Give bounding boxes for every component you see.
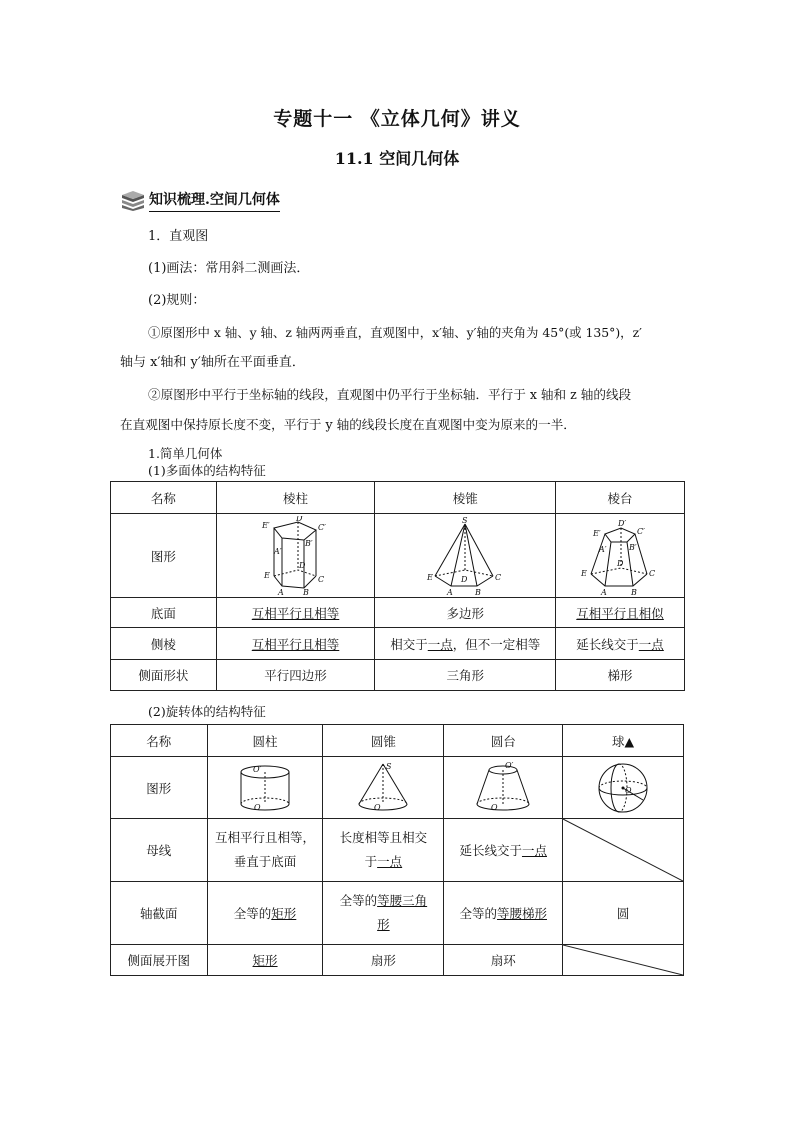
row-label: 侧面展开图 (111, 945, 208, 976)
cell-value: 全等的等腰三角 形 (323, 882, 444, 945)
pyramid-figure (375, 514, 556, 598)
pyramid-diagram (415, 516, 515, 596)
cell-value: 平行四边形 (216, 660, 375, 691)
label-b-prime: B′ (304, 538, 313, 548)
label-e-prime: E′ (261, 520, 270, 530)
cell-value: 三角形 (375, 660, 556, 691)
intro-p3: (2)规则： (148, 293, 206, 308)
intro-p4a: ①原图形中 x 轴、y 轴、z 轴两两垂直，直观图中，x′轴、y′轴的夹角为 45°(或 135°)，z′ (148, 325, 642, 340)
cell-value: 延长线交于一点 (556, 628, 685, 660)
label-a: A (601, 587, 607, 596)
prism-figure (216, 514, 375, 598)
header-cell: 圆柱 (207, 725, 323, 757)
label-d-prime: D′ (618, 518, 627, 528)
table-row (111, 628, 685, 660)
label-e: E (263, 570, 270, 580)
prism-diagram (246, 516, 346, 596)
label-b: B (475, 587, 482, 596)
label-e: E (581, 568, 587, 578)
cell-value: 多边形 (375, 598, 556, 628)
polyhedra-heading: (1)多面体的结构特征 (148, 463, 266, 478)
cone-figure (323, 757, 444, 819)
label-b: B (302, 587, 309, 596)
label-o-prime: O′ (253, 764, 262, 774)
table-row (111, 660, 685, 691)
cell-value: 互相平行且相等 (251, 636, 340, 652)
header-cell: 圆台 (444, 725, 563, 757)
rotation-solids-table (110, 724, 684, 976)
cell-value: 互相平行且相等， 垂直于底面 (207, 819, 323, 882)
intro-p4b: 轴与 x′轴和 y′轴所在平面垂直． (120, 355, 305, 370)
header-cell: 棱柱 (216, 482, 375, 514)
sphere-figure (563, 757, 684, 819)
label-b: B (631, 587, 637, 596)
row-label: 母线 (111, 819, 208, 882)
header-cell: 球▲ (563, 725, 684, 757)
cell-value: 扇环 (444, 945, 563, 976)
header-cell: 棱锥 (375, 482, 556, 514)
frustum-diagram (575, 516, 665, 596)
truncated-cone-diagram (463, 760, 543, 816)
truncated-cone-figure (444, 757, 563, 819)
table-row (111, 882, 684, 945)
cell-value: 矩形 (252, 953, 278, 968)
intro-p2: (1)画法：常用斜二测画法． (148, 261, 310, 276)
table-row (111, 598, 685, 628)
label-o: O (625, 785, 632, 795)
cell-value: 长度相等且相交 于一点 (323, 819, 444, 882)
label-d: D (461, 574, 468, 584)
cylinder-figure (207, 757, 323, 819)
cell-value: 扇形 (323, 945, 444, 976)
header-cell: 名称 (111, 725, 208, 757)
diagonal-line (563, 819, 683, 881)
frustum-figure (556, 514, 685, 598)
row-label: 底面 (111, 598, 217, 628)
label-a-prime: A′ (599, 544, 607, 554)
label-d-prime: D′ (295, 515, 304, 523)
label-c-prime: C′ (637, 526, 645, 536)
label-d: D (298, 560, 305, 570)
table-row (111, 819, 684, 882)
empty-diagonal-cell (563, 945, 684, 976)
table-row (111, 945, 684, 976)
label-c: C (495, 572, 502, 582)
row-label: 轴截面 (111, 882, 208, 945)
cell-value: 互相平行且相似 (576, 605, 664, 621)
empty-diagonal-cell (563, 819, 684, 882)
label-o-prime: O′ (505, 760, 514, 770)
header-cell: 棱台 (556, 482, 685, 514)
cell-value: 互相平行且相等 (251, 605, 340, 621)
page-title: 专题十一 《立体几何》讲义 (273, 108, 521, 130)
label-e-prime: E′ (593, 528, 601, 538)
row-label: 侧棱 (111, 628, 217, 660)
label-c: C (317, 574, 324, 584)
label-o: O (491, 802, 498, 812)
intro-p5a: ②原图形中平行于坐标轴的线段，直观图中仍平行于坐标轴．平行于 x 轴和 z 轴的线段 (148, 387, 632, 402)
table-row (111, 482, 685, 514)
section-heading (120, 188, 280, 212)
label-o: O (374, 802, 381, 812)
intro-p5b: 在直观图中保持原长度不变，平行于 y 轴的线段长度在直观图中变为原来的一半． (120, 417, 576, 432)
row-label: 侧面形状 (111, 660, 217, 691)
label-c: C (649, 568, 656, 578)
header-cell: 名称 (111, 482, 217, 514)
row-label: 图形 (111, 514, 217, 598)
rotation-solids-heading: (2)旋转体的结构特征 (148, 704, 266, 719)
label-o: O (254, 802, 261, 812)
label-c-prime: C′ (317, 522, 326, 532)
cone-diagram (343, 760, 423, 816)
section-heading-label: 知识梳理.空间几何体 (149, 189, 280, 212)
label-s: S (462, 515, 468, 525)
table-row (111, 725, 684, 757)
cell-value: 全等的等腰梯形 (444, 882, 563, 945)
label-s: S (386, 761, 392, 771)
header-cell: 圆锥 (323, 725, 444, 757)
intro-p1: 1．直观图 (148, 229, 209, 244)
row-label: 图形 (111, 757, 208, 819)
books-icon (120, 189, 146, 211)
cylinder-diagram (225, 760, 305, 816)
cell-value: 圆 (563, 882, 684, 945)
cell-value: 相交于一点，但不一定相等 (375, 628, 556, 660)
label-a: A (277, 587, 284, 596)
table-row (111, 514, 685, 598)
table-row (111, 757, 684, 819)
polyhedra-table (110, 481, 685, 691)
label-e: E (427, 572, 434, 582)
simple-solids-heading: 1.简单几何体 (148, 446, 223, 461)
page-subtitle: 11.1 空间几何体 (334, 149, 460, 168)
sphere-diagram (583, 760, 663, 816)
diagonal-line (563, 945, 683, 975)
label-b-prime: B′ (629, 542, 637, 552)
label-a: A (447, 587, 454, 596)
cell-value: 梯形 (556, 660, 685, 691)
cell-value: 延长线交于一点 (444, 819, 563, 882)
label-d: D (617, 558, 624, 568)
label-a-prime: A′ (273, 546, 282, 556)
cell-value: 全等的矩形 (207, 882, 323, 945)
